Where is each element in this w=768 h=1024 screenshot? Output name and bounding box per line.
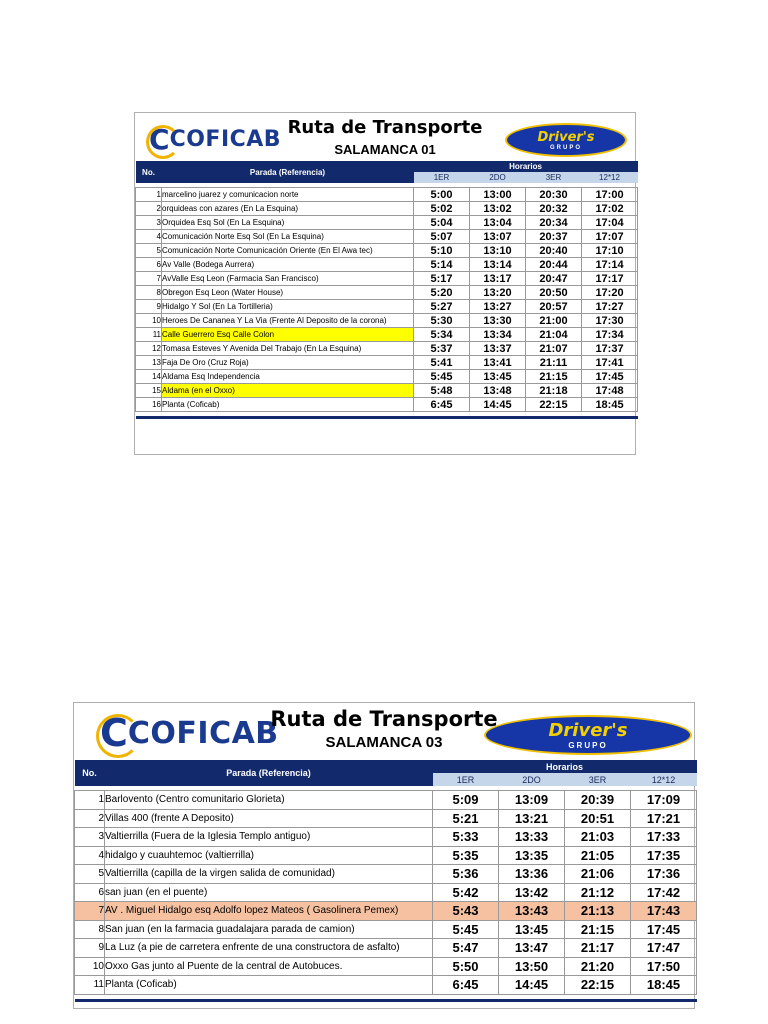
departure-time: 17:20: [582, 286, 638, 300]
stop-number: 10: [75, 957, 105, 976]
departure-time: 13:00: [470, 188, 526, 202]
departure-time: 5:02: [414, 202, 470, 216]
stop-number: 11: [136, 328, 162, 342]
stop-reference: hidalgo y cuauhtemoc (valtierrilla): [105, 846, 433, 865]
stop-reference: Oxxo Gas junto al Puente de la central de Autobuces.: [105, 957, 433, 976]
stop-reference: Barlovento (Centro comunitario Glorieta): [105, 791, 433, 810]
departure-time: 17:00: [582, 188, 638, 202]
departure-time: 21:05: [565, 846, 631, 865]
column-header-shift: 2DO: [470, 172, 526, 183]
departure-time: 13:35: [499, 846, 565, 865]
column-header-shift: 12*12: [631, 773, 697, 786]
departure-time: 20:57: [526, 300, 582, 314]
departure-time: 21:15: [526, 370, 582, 384]
departure-time: 5:14: [414, 258, 470, 272]
departure-time: 17:33: [631, 828, 697, 847]
departure-time: 21:06: [565, 865, 631, 884]
departure-time: 13:20: [470, 286, 526, 300]
departure-time: 20:34: [526, 216, 582, 230]
stop-number: 6: [75, 883, 105, 902]
departure-time: 20:37: [526, 230, 582, 244]
departure-time: 17:35: [631, 846, 697, 865]
stop-reference: Comunicación Norte Esq Sol (En La Esquina): [162, 230, 414, 244]
table-row: [136, 356, 638, 370]
table-row: [75, 976, 697, 995]
departure-time: 22:15: [565, 976, 631, 995]
schedule-title: Ruta de Transporte: [287, 117, 483, 138]
stop-number: 7: [136, 272, 162, 286]
departure-time: 5:17: [414, 272, 470, 286]
schedule-table: [135, 161, 638, 419]
column-header-shift: 1ER: [433, 773, 499, 786]
drivers-grupo-logo: Driver's GRUPO: [505, 123, 627, 157]
departure-time: 5:27: [414, 300, 470, 314]
table-row: [75, 883, 697, 902]
departure-time: 17:30: [582, 314, 638, 328]
departure-time: 13:27: [470, 300, 526, 314]
departure-time: 5:07: [414, 230, 470, 244]
schedule-title: Ruta de Transporte: [270, 707, 498, 731]
stop-number: 4: [75, 846, 105, 865]
departure-time: 5:45: [433, 920, 499, 939]
stop-number: 8: [136, 286, 162, 300]
stop-reference: Valtierrilla (capilla de la virgen salida de comunidad): [105, 865, 433, 884]
departure-time: 17:45: [582, 370, 638, 384]
departure-time: 17:47: [631, 939, 697, 958]
stop-reference: Planta (Coficab): [105, 976, 433, 995]
stop-number: 6: [136, 258, 162, 272]
column-header-no: No.: [75, 760, 105, 786]
stop-number: 13: [136, 356, 162, 370]
departure-time: 17:04: [582, 216, 638, 230]
schedule-title-block: [269, 707, 499, 751]
departure-time: 14:45: [499, 976, 565, 995]
column-header-shift: 3ER: [526, 172, 582, 183]
table-row: [136, 328, 638, 342]
departure-time: 21:04: [526, 328, 582, 342]
stop-number: 10: [136, 314, 162, 328]
stop-reference: Aldama Esq Independencia: [162, 370, 414, 384]
departure-time: 5:42: [433, 883, 499, 902]
stop-number: 5: [136, 244, 162, 258]
departure-time: 17:21: [631, 809, 697, 828]
stop-number: 2: [136, 202, 162, 216]
stop-reference: Faja De Oro (Cruz Roja): [162, 356, 414, 370]
schedule-card-salamanca-03: [73, 702, 695, 1009]
stop-number: 11: [75, 976, 105, 995]
column-header-horarios: Horarios: [433, 760, 697, 773]
departure-time: 5:36: [433, 865, 499, 884]
departure-time: 17:48: [582, 384, 638, 398]
departure-time: 18:45: [631, 976, 697, 995]
departure-time: 20:30: [526, 188, 582, 202]
departure-time: 21:03: [565, 828, 631, 847]
column-header-parada: Parada (Referencia): [105, 760, 433, 786]
departure-time: 21:15: [565, 920, 631, 939]
departure-time: 21:12: [565, 883, 631, 902]
departure-time: 13:07: [470, 230, 526, 244]
table-row: [136, 230, 638, 244]
stop-reference: Planta (Coficab): [162, 398, 414, 412]
stop-reference: San juan (en la farmacia guadalajara parada de camion): [105, 920, 433, 939]
departure-time: 13:02: [470, 202, 526, 216]
departure-time: 22:15: [526, 398, 582, 412]
departure-time: 13:34: [470, 328, 526, 342]
stop-reference: Villas 400 (frente A Deposito): [105, 809, 433, 828]
departure-time: 17:09: [631, 791, 697, 810]
departure-time: 13:10: [470, 244, 526, 258]
table-row: [75, 920, 697, 939]
column-header-shift: 1ER: [414, 172, 470, 183]
departure-time: 17:36: [631, 865, 697, 884]
departure-time: 13:42: [499, 883, 565, 902]
departure-time: 18:45: [582, 398, 638, 412]
departure-time: 21:00: [526, 314, 582, 328]
departure-time: 13:47: [499, 939, 565, 958]
drivers-grupo-logo: Driver's GRUPO: [484, 715, 692, 755]
column-header-no: No.: [136, 161, 162, 183]
departure-time: 6:45: [433, 976, 499, 995]
column-header-shift: 3ER: [565, 773, 631, 786]
table-row: [136, 244, 638, 258]
departure-time: 13:45: [499, 920, 565, 939]
departure-time: 13:45: [470, 370, 526, 384]
table-row: [136, 300, 638, 314]
departure-time: 13:48: [470, 384, 526, 398]
schedule-subtitle: SALAMANCA 01: [334, 142, 436, 157]
stop-reference: Comunicación Norte Comunicación Oriente (En El Awa tec): [162, 244, 414, 258]
table-row: [136, 384, 638, 398]
schedule-subtitle: SALAMANCA 03: [325, 734, 443, 751]
departure-time: 17:14: [582, 258, 638, 272]
departure-time: 20:50: [526, 286, 582, 300]
departure-time: 21:17: [565, 939, 631, 958]
stop-reference: AvValle Esq Leon (Farmacia San Francisco): [162, 272, 414, 286]
table-row: [136, 342, 638, 356]
departure-time: 17:42: [631, 883, 697, 902]
departure-time: 5:20: [414, 286, 470, 300]
table-row: [136, 258, 638, 272]
departure-time: 21:20: [565, 957, 631, 976]
table-row: [75, 828, 697, 847]
stop-reference: AV . Miguel Hidalgo esq Adolfo lopez Mateos ( Gasolinera Pemex): [105, 902, 433, 921]
departure-time: 17:17: [582, 272, 638, 286]
stop-number: 8: [75, 920, 105, 939]
column-header-parada: Parada (Referencia): [162, 161, 414, 183]
stop-number: 12: [136, 342, 162, 356]
table-row: [75, 791, 697, 810]
table-row: [136, 188, 638, 202]
schedule-header: [74, 703, 694, 760]
departure-time: 21:13: [565, 902, 631, 921]
departure-time: 5:34: [414, 328, 470, 342]
departure-time: 20:32: [526, 202, 582, 216]
stop-number: 9: [136, 300, 162, 314]
stop-number: 1: [136, 188, 162, 202]
departure-time: 17:10: [582, 244, 638, 258]
table-row: [136, 216, 638, 230]
departure-time: 13:30: [470, 314, 526, 328]
departure-time: 17:43: [631, 902, 697, 921]
stop-number: 4: [136, 230, 162, 244]
column-header-horarios: Horarios: [414, 161, 638, 172]
departure-time: 5:30: [414, 314, 470, 328]
departure-time: 5:43: [433, 902, 499, 921]
departure-time: 13:14: [470, 258, 526, 272]
table-row: [75, 809, 697, 828]
stop-reference: san juan (en el puente): [105, 883, 433, 902]
stop-reference: marcelino juarez y comunicacion norte: [162, 188, 414, 202]
departure-time: 13:17: [470, 272, 526, 286]
departure-time: 5:45: [414, 370, 470, 384]
schedule-table: [74, 760, 697, 1002]
column-header-shift: 12*12: [582, 172, 638, 183]
table-row: [75, 939, 697, 958]
departure-time: 13:21: [499, 809, 565, 828]
stop-number: 15: [136, 384, 162, 398]
departure-time: 5:50: [433, 957, 499, 976]
departure-time: 17:34: [582, 328, 638, 342]
schedule-header: [135, 113, 635, 161]
departure-time: 14:45: [470, 398, 526, 412]
table-row: [136, 202, 638, 216]
table-row: [75, 846, 697, 865]
stop-reference: Av Valle (Bodega Aurrera): [162, 258, 414, 272]
table-row: [75, 902, 697, 921]
table-row: [136, 398, 638, 412]
departure-time: 5:09: [433, 791, 499, 810]
table-row: [75, 957, 697, 976]
table-row: [136, 314, 638, 328]
departure-time: 17:41: [582, 356, 638, 370]
departure-time: 13:09: [499, 791, 565, 810]
schedule-card-salamanca-01: [134, 112, 636, 455]
table-row: [136, 370, 638, 384]
stop-number: 7: [75, 902, 105, 921]
departure-time: 20:44: [526, 258, 582, 272]
departure-time: 5:21: [433, 809, 499, 828]
stop-reference: Tomasa Esteves Y Avenida Del Trabajo (En La Esquina): [162, 342, 414, 356]
departure-time: 5:00: [414, 188, 470, 202]
stop-number: 5: [75, 865, 105, 884]
stop-number: 1: [75, 791, 105, 810]
departure-time: 17:27: [582, 300, 638, 314]
departure-time: 17:45: [631, 920, 697, 939]
stop-reference: Hidalgo Y Sol (En La Tortilleria): [162, 300, 414, 314]
stop-number: 2: [75, 809, 105, 828]
departure-time: 5:47: [433, 939, 499, 958]
departure-time: 5:48: [414, 384, 470, 398]
departure-time: 20:47: [526, 272, 582, 286]
departure-time: 5:04: [414, 216, 470, 230]
departure-time: 21:11: [526, 356, 582, 370]
departure-time: 20:39: [565, 791, 631, 810]
stop-reference: La Luz (a pie de carretera enfrente de una constructora de asfalto): [105, 939, 433, 958]
coficab-logo: C COFICAB: [149, 123, 282, 156]
stop-reference: Obregon Esq Leon (Water House): [162, 286, 414, 300]
departure-time: 17:02: [582, 202, 638, 216]
coficab-logo: C COFICAB: [100, 711, 279, 755]
departure-time: 5:35: [433, 846, 499, 865]
departure-time: 13:50: [499, 957, 565, 976]
stop-number: 16: [136, 398, 162, 412]
table-row: [136, 286, 638, 300]
departure-time: 20:40: [526, 244, 582, 258]
departure-time: 13:43: [499, 902, 565, 921]
stop-reference: Orquidea Esq Sol (En La Esquina): [162, 216, 414, 230]
stop-reference: Heroes De Cananea Y La Via (Frente Al Deposito de la corona): [162, 314, 414, 328]
departure-time: 13:37: [470, 342, 526, 356]
column-header-shift: 2DO: [499, 773, 565, 786]
departure-time: 21:07: [526, 342, 582, 356]
departure-time: 6:45: [414, 398, 470, 412]
stop-number: 3: [136, 216, 162, 230]
departure-time: 13:36: [499, 865, 565, 884]
departure-time: 5:33: [433, 828, 499, 847]
departure-time: 13:41: [470, 356, 526, 370]
departure-time: 17:37: [582, 342, 638, 356]
stop-reference: Valtierrilla (Fuera de la Iglesia Templo antiguo): [105, 828, 433, 847]
departure-time: 5:10: [414, 244, 470, 258]
departure-time: 5:37: [414, 342, 470, 356]
stop-reference: orquideas con azares (En La Esquina): [162, 202, 414, 216]
schedule-title-block: [285, 117, 485, 157]
departure-time: 17:07: [582, 230, 638, 244]
stop-number: 9: [75, 939, 105, 958]
departure-time: 21:18: [526, 384, 582, 398]
departure-time: 5:41: [414, 356, 470, 370]
stop-number: 3: [75, 828, 105, 847]
stop-reference: Aldama (en el Oxxo): [162, 384, 414, 398]
departure-time: 13:33: [499, 828, 565, 847]
stop-reference: Calle Guerrero Esq Calle Colon: [162, 328, 414, 342]
departure-time: 20:51: [565, 809, 631, 828]
stop-number: 14: [136, 370, 162, 384]
table-row: [136, 272, 638, 286]
departure-time: 13:04: [470, 216, 526, 230]
departure-time: 17:50: [631, 957, 697, 976]
table-row: [75, 865, 697, 884]
